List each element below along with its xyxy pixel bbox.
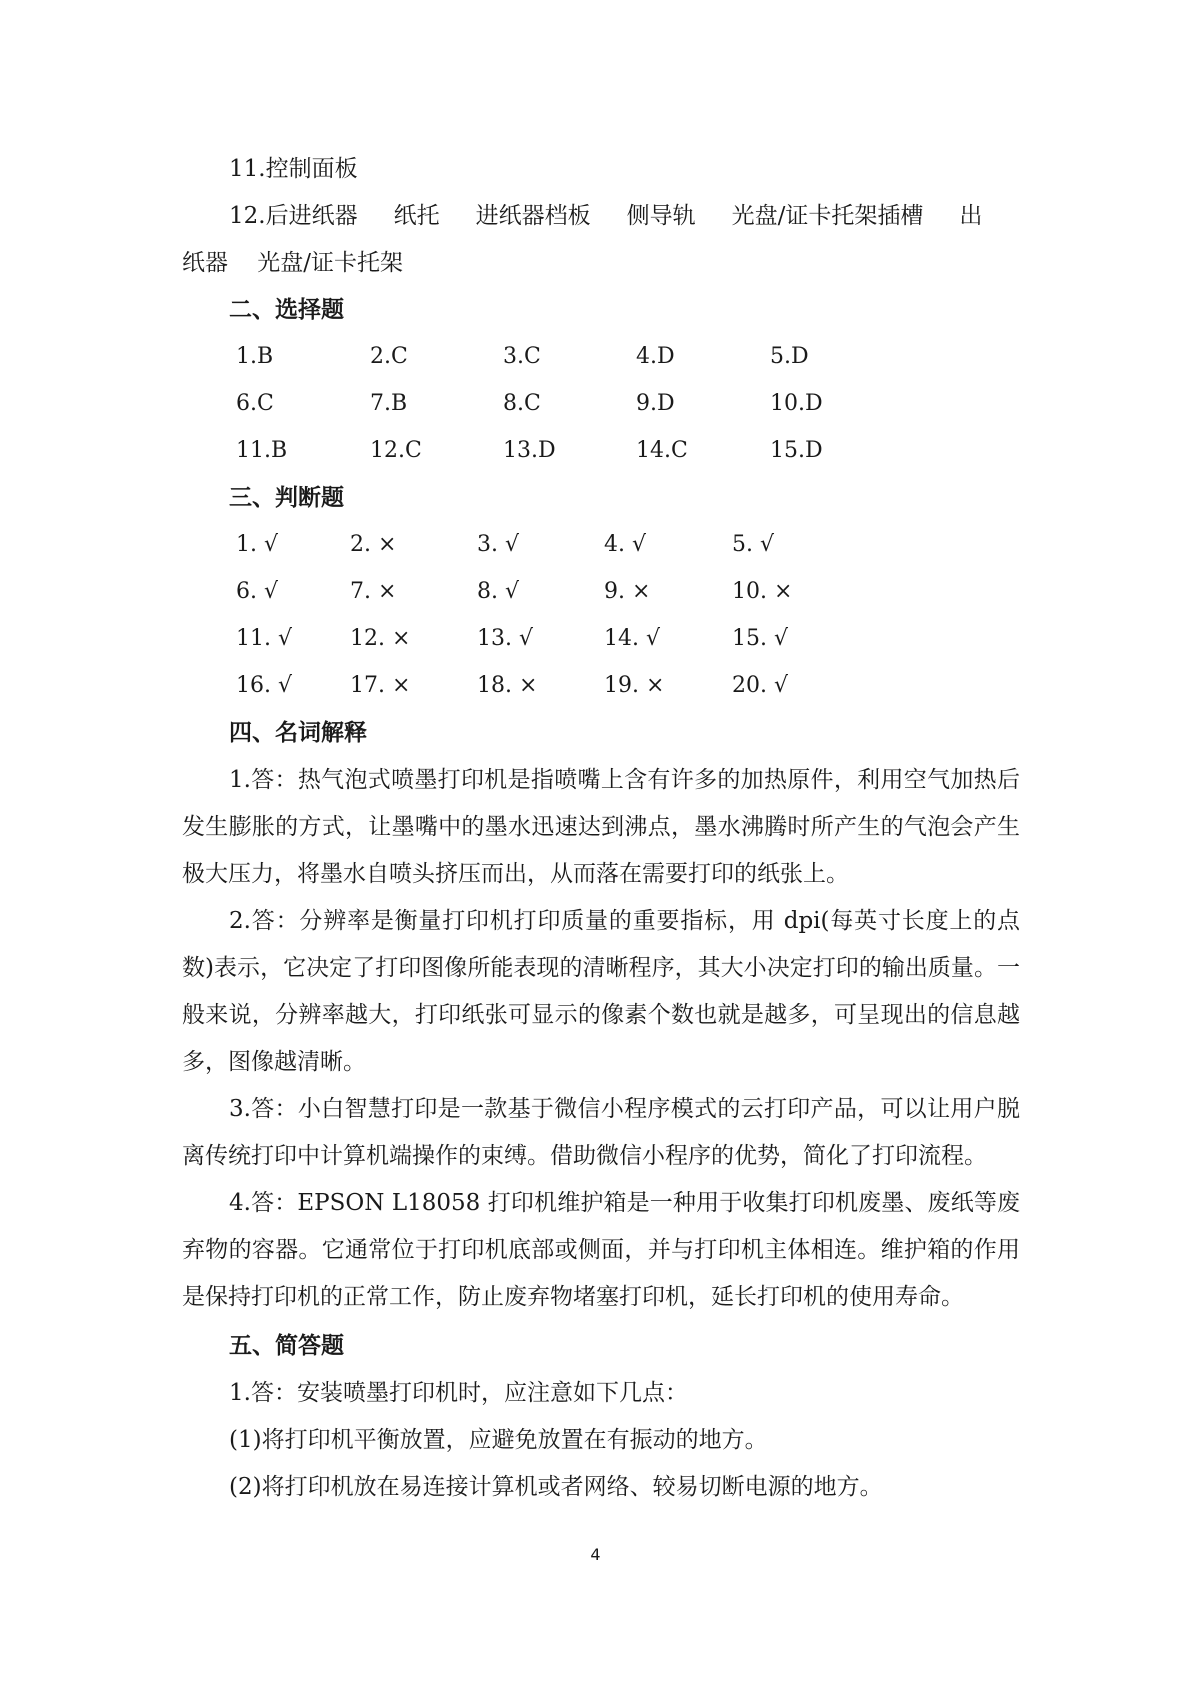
term-answer-3: 3.答：小白智慧打印是一款基于微信小程序模式的云打印产品，可以让用户脱离传统打印中计算机端操作的束缚。借助微信小程序的优势，简化了打印流程。 bbox=[182, 1096, 1020, 1169]
true-false-answer: 8. √ bbox=[477, 579, 520, 604]
item12-part: 光盘/证卡托架插槽 bbox=[731, 203, 924, 229]
term-answer-4: 4.答：EPSON L18058 打印机维护箱是一种用于收集打印机废墨、废纸等废弃物的容器。它通常位于打印机底部或侧面，并与打印机主体相连。维护箱的作用是保持打印机的正常工作，防止废弃物堵塞打印机，延长打印机的使用寿命。 bbox=[182, 1190, 1020, 1310]
answer-item-12-line2: 纸器 光盘/证卡托架 bbox=[182, 250, 403, 276]
true-false-answer: 13. √ bbox=[477, 626, 533, 651]
short-answer-point-1: (1)将打印机平衡放置，应避免放置在有振动的地方。 bbox=[229, 1427, 768, 1453]
item12-part: 出 bbox=[959, 203, 983, 229]
choice-answer: 9.D bbox=[636, 391, 675, 416]
page-number: 4 bbox=[590, 1545, 601, 1564]
true-false-answer: 14. √ bbox=[604, 626, 660, 651]
term-answer-1: 1.答：热气泡式喷墨打印机是指喷嘴上含有许多的加热原件，利用空气加热后发生膨胀的方式，让墨嘴中的墨水迅速达到沸点，墨水沸腾时所产生的气泡会产生极大压力，将墨水自喷头挤压而出，从而落在需要打印的纸张上。 bbox=[182, 767, 1020, 887]
true-false-answer: 18. × bbox=[477, 673, 538, 698]
short-answer-intro: 1.答：安装喷墨打印机时，应注意如下几点： bbox=[229, 1380, 688, 1406]
choice-answer: 4.D bbox=[636, 344, 675, 369]
choice-answer: 6.C bbox=[236, 391, 274, 416]
true-false-answer: 3. √ bbox=[477, 532, 520, 557]
choice-answer: 7.B bbox=[370, 391, 408, 416]
choice-answer: 13.D bbox=[503, 438, 556, 463]
choice-answer: 3.C bbox=[503, 344, 541, 369]
true-false-answer: 5. √ bbox=[732, 532, 775, 557]
term-answer-2: 2.答：分辨率是衡量打印机打印质量的重要指标，用 dpi(每英寸长度上的点数)表示，它决定了打印图像所能表现的清晰程序，其大小决定打印的输出质量。一般来说，分辨率越大，打印纸张可显示的像素个数也就是越多，可呈现出的信息越多，图像越清晰。 bbox=[182, 908, 1020, 1075]
true-false-answer: 16. √ bbox=[236, 673, 292, 698]
answer-item-11: 11.控制面板 bbox=[229, 156, 358, 182]
choice-answer: 2.C bbox=[370, 344, 408, 369]
true-false-answer: 10. × bbox=[732, 579, 793, 604]
true-false-answer: 12. × bbox=[350, 626, 411, 651]
choice-answer: 12.C bbox=[370, 438, 422, 463]
item12-part: 12.后进纸器 bbox=[229, 203, 358, 229]
section-heading-true-false: 三、判断题 bbox=[229, 485, 344, 511]
choice-answer: 14.C bbox=[636, 438, 688, 463]
choice-answer: 10.D bbox=[770, 391, 823, 416]
answer-item-12-line1 bbox=[229, 201, 982, 231]
true-false-answer: 4. √ bbox=[604, 532, 647, 557]
choice-answer: 11.B bbox=[236, 438, 288, 463]
true-false-answer: 15. √ bbox=[732, 626, 788, 651]
section-heading-short-answer: 五、简答题 bbox=[229, 1333, 344, 1359]
item12-part: 进纸器档板 bbox=[475, 203, 591, 229]
true-false-answer: 7. × bbox=[350, 579, 397, 604]
true-false-answer: 20. √ bbox=[732, 673, 788, 698]
choice-answer: 8.C bbox=[503, 391, 541, 416]
true-false-answer: 17. × bbox=[350, 673, 411, 698]
true-false-answer: 19. × bbox=[604, 673, 665, 698]
item12-part: 纸托 bbox=[393, 203, 440, 229]
section-heading-terms: 四、名词解释 bbox=[229, 720, 367, 746]
true-false-answer: 6. √ bbox=[236, 579, 279, 604]
true-false-answer: 11. √ bbox=[236, 626, 292, 651]
item12-part: 侧导轨 bbox=[626, 203, 696, 229]
true-false-answer: 1. √ bbox=[236, 532, 279, 557]
choice-answer: 1.B bbox=[236, 344, 274, 369]
section-heading-choice: 二、选择题 bbox=[229, 297, 344, 323]
short-answer-point-2: (2)将打印机放在易连接计算机或者网络、较易切断电源的地方。 bbox=[229, 1474, 883, 1500]
true-false-answer: 2. × bbox=[350, 532, 397, 557]
true-false-answer: 9. × bbox=[604, 579, 651, 604]
choice-answer: 5.D bbox=[770, 344, 809, 369]
choice-answer: 15.D bbox=[770, 438, 823, 463]
